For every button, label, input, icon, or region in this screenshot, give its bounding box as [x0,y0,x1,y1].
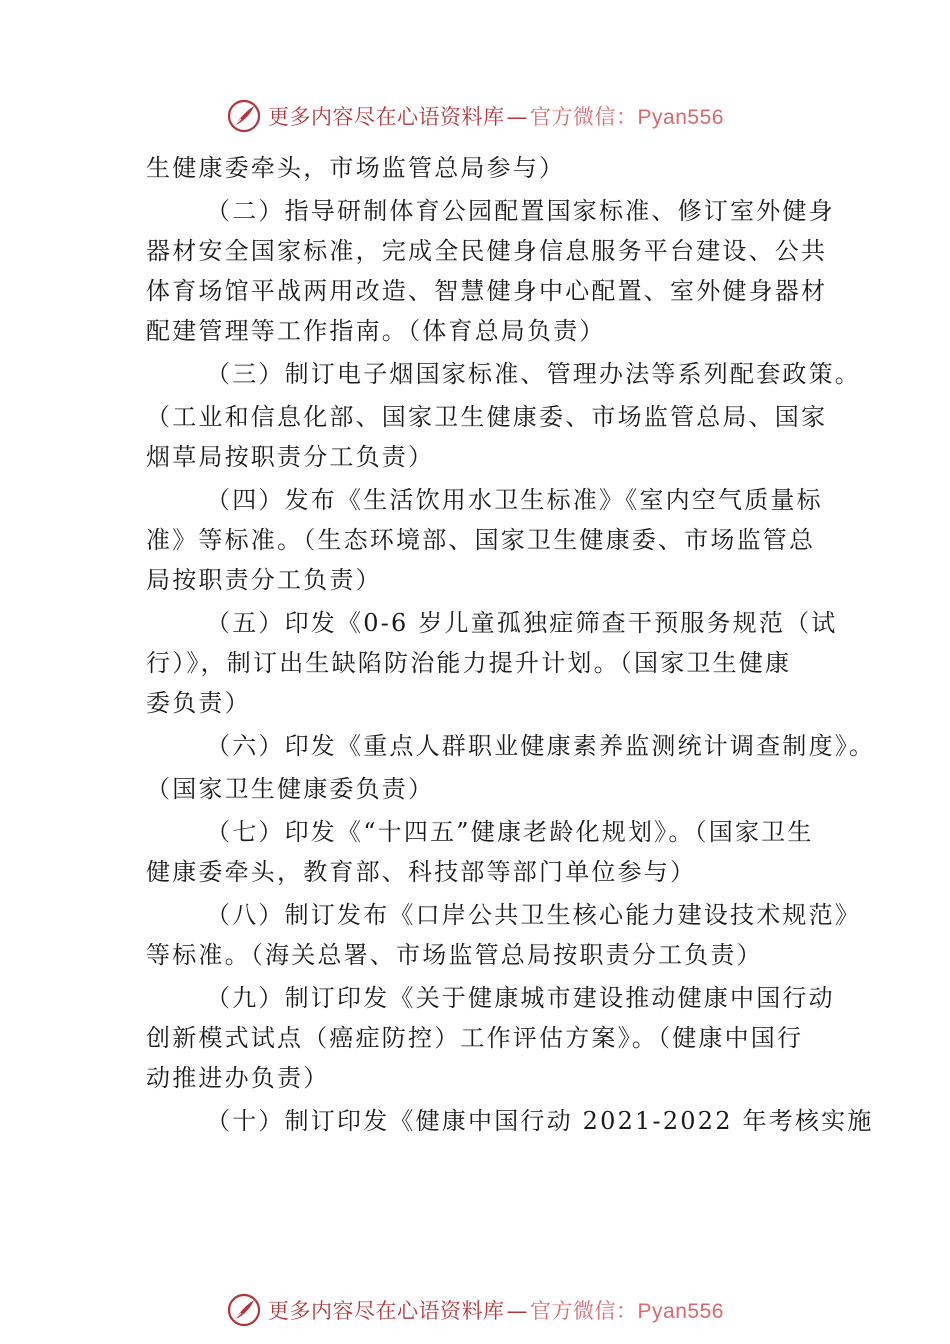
text-line: （二）指导研制体育公园配置国家标准、修订室外健身 [206,197,835,225]
text-line: 准》等标准。（生态环境部、国家卫生健康委、市场监管总 [146,526,816,554]
footer-banner [0,1290,950,1330]
text-line: 创新模式试点（癌症防控）工作评估方案》。（健康中国行 [146,1024,804,1052]
banner-title: 更多内容尽在心语资料库 [268,105,505,129]
text-line: （四）发布《生活饮用水卫生标准》《室内空气质量标 [206,486,823,514]
text-line: 器材安全国家标准，完成全民健身信息服务平台建设、公共 [146,237,828,265]
text-line: 局按职责分工负责） [146,566,382,594]
text-line: 健康委牵头，教育部、科技部等部门单位参与） [146,858,697,886]
banner-separator: — [506,105,529,129]
wechat-label: 官方微信： [530,1299,638,1323]
text-line: （三）制订电子烟国家标准、管理办法等系列配套政策。 [206,360,861,388]
text-line: 动推进办负责） [146,1064,330,1092]
document-body [146,148,876,1141]
text-line: （工业和信息化部、国家卫生健康委、市场监管总局、国家 [146,403,828,431]
feather-pen-logo-icon [226,1292,262,1328]
text-line: （五）印发《0-6 岁儿童孤独症筛查干预服务规范（试 [206,609,838,637]
text-line: 生健康委牵头，市场监管总局参与） [146,154,566,182]
text-line: 行）》，制订出生缺陷防治能力提升计划。（国家卫生健康 [146,649,792,677]
text-line: （国家卫生健康委负责） [146,775,435,803]
banner-separator: — [506,1299,529,1323]
text-line: （七）印发《“十四五”健康老龄化规划》。（国家卫生 [206,818,814,846]
text-line: （八）制订发布《口岸公共卫生核心能力建设技术规范》 [206,901,861,929]
text-line: （六）印发《重点人群职业健康素养监测统计调查制度》。 [206,732,876,760]
text-line: 体育场馆平战两用改造、智慧健身中心配置、室外健身器材 [146,277,828,305]
text-line: 配建管理等工作指南。（体育总局负责） [146,317,606,345]
feather-pen-logo-icon [226,98,262,134]
wechat-label: 官方微信： [530,105,638,129]
text-line: 等标准。（海关总署、市场监管总局按职责分工负责） [146,941,763,969]
wechat-id: Pyan556 [637,1300,724,1323]
text-line: （九）制订印发《关于健康城市建设推动健康中国行动 [206,984,835,1012]
text-line: （十）制订印发《健康中国行动 2021-2022 年考核实施 [206,1107,874,1135]
wechat-id: Pyan556 [637,106,724,129]
banner-title: 更多内容尽在心语资料库 [268,1299,505,1323]
banner-text [268,101,724,131]
text-line: 委负责） [146,689,251,717]
text-line: 烟草局按职责分工负责） [146,443,435,471]
header-banner [0,96,950,136]
banner-text [268,1295,724,1325]
